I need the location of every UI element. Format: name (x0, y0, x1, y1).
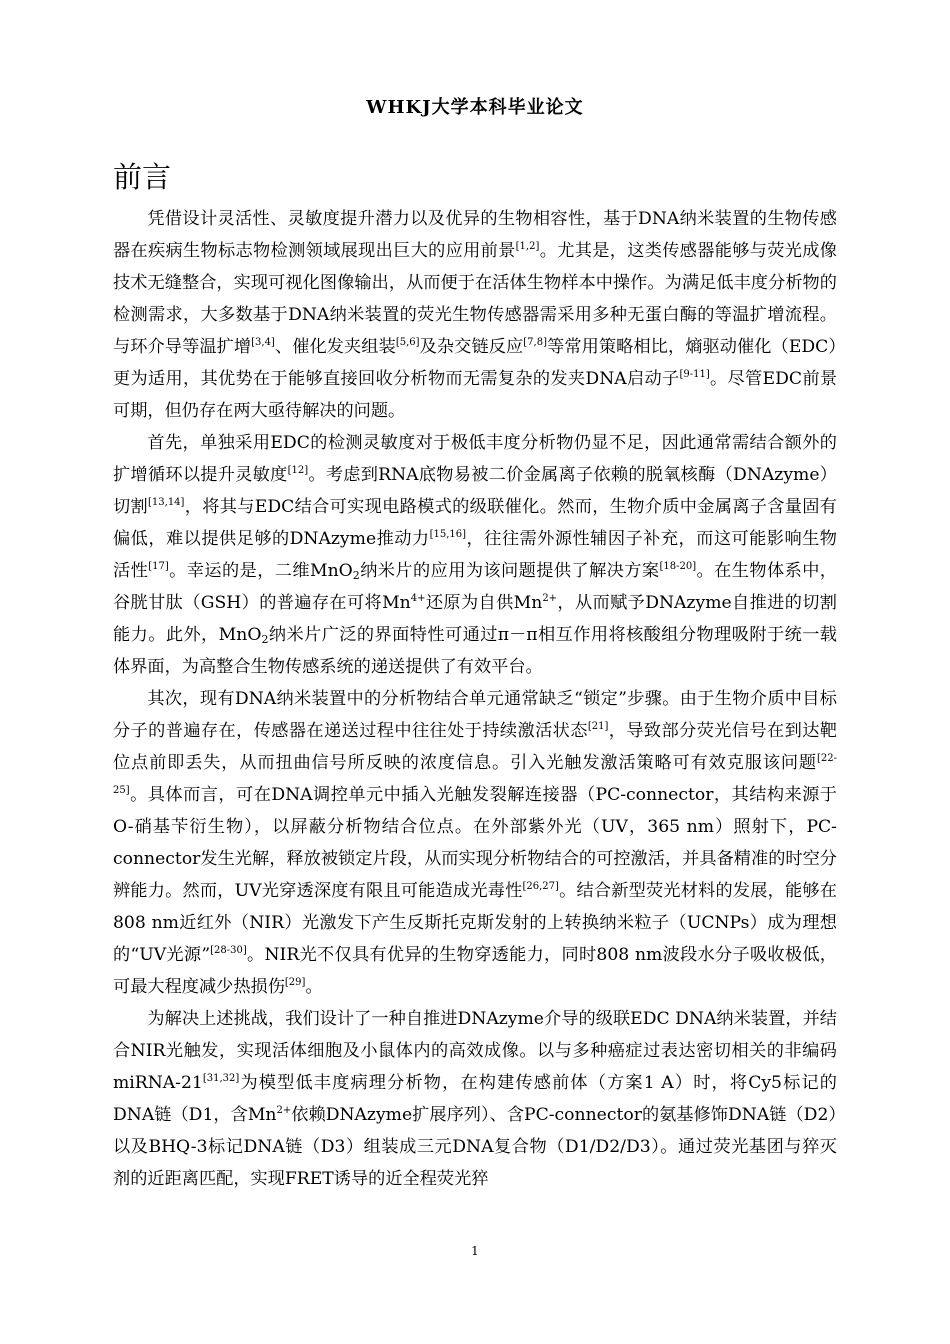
paragraph (113, 203, 837, 427)
text-run: 。考虑到RNA底物易被二价金属离子依赖的脱氧核酶（DNAzyme）切割 (113, 465, 837, 517)
citation-superscript: [5,6] (395, 337, 420, 348)
text-run: 。在生物体系中，谷胱甘肽（GSH）的普遍存在可将Mn (113, 561, 837, 613)
text-run: 纳米片的应用为该问题提供了解决方案 (359, 561, 660, 581)
paragraph (113, 1003, 837, 1195)
text-run: 为模型低丰度病理分析物，在构建传感前体（方案1 A）时，将Cy5标记的DNA链（D1，含Mn (113, 1073, 837, 1125)
text-run: 为解决上述挑战，我们设计了一种自推进DNAzyme介导的级联EDC DNA纳米装置，并结合NIR光触发，实现活体细胞及小鼠体内的高效成像。以与多种癌症过表达密切相关的非编码miRNA-21 (113, 1009, 837, 1093)
running-header: WHKJ大学本科毕业论文 (366, 97, 584, 118)
citation-superscript: [26,27] (522, 881, 559, 892)
citation-superscript: [31,32] (202, 1073, 240, 1084)
page-number: 1 (471, 1244, 479, 1258)
citation-superscript: [1,2] (515, 241, 540, 252)
citation-superscript: [15,16] (429, 529, 467, 540)
subscript: 2 (261, 633, 269, 646)
section-title: 前言 (113, 160, 172, 194)
text-run: 。具体而言，可在DNA调控单元中插入光触发裂解连接器（PC-connector，其结构来源于O-硝基苄衍生物），以屏蔽分析物结合位点。在外部紫外光（UV，365 nm）照射下，PC-connector发生光解，释放被锁定片段，从而实现分析物结合的可控激活，并具备精准的时空分辨能力。然而，UV光穿透深度有限且可能造成光毒性 (113, 785, 837, 901)
text-run: 。 (305, 977, 323, 997)
text-run: ，导致部分荧光信号在到达靶位点前即丢失，从而扭曲信号所反映的浓度信息。引入光触发激活策略可有效克服该问题 (113, 721, 837, 773)
text-run: 还原为自供Mn (425, 593, 543, 613)
body-text (113, 203, 837, 1195)
text-run: ，往往需外源性辅因子补充，而这可能影响生物活性 (113, 529, 837, 581)
citation-superscript: [7,8] (523, 337, 547, 348)
citation-superscript: [3,4] (251, 337, 275, 348)
text-run: 其次，现有DNA纳米装置中的分析物结合单元通常缺乏“锁定”步骤。由于生物介质中目标分子的普遍存在，传感器在递送过程中往往处于持续激活状态 (113, 689, 837, 741)
text-run: 凭借设计灵活性、灵敏度提升潜力以及优异的生物相容性，基于DNA纳米装置的生物传感器在疾病生物标志物检测领域展现出巨大的应用前景 (113, 209, 837, 261)
text-run: ，从而赋予DNAzyme自推进的切割能力。此外，MnO (113, 593, 837, 645)
text-run: 。尤其是，这类传感器能够与荧光成像技术无缝整合，实现可视化图像输出，从而便于在活体生物样本中操作。为满足低丰度分析物的检测需求，大多数基于DNA纳米装置的荧光生物传感器需采用多种无蛋白酶的等温扩增流程。与环介导等温扩增 (113, 241, 837, 357)
text-run: 。幸运的是，二维MnO (168, 561, 353, 581)
citation-superscript: [9-11] (679, 369, 710, 380)
paragraph (113, 683, 837, 1003)
citation-superscript: [22-25] (113, 753, 837, 796)
subscript: 2 (352, 569, 360, 582)
citation-superscript: [17] (148, 561, 169, 572)
citation-superscript: [18-20] (659, 561, 697, 572)
citation-superscript: [29] (284, 977, 306, 988)
text-run: 。尽管EDC前景可期，但仍存在两大亟待解决的问题。 (113, 369, 838, 421)
text-run: 等常用策略相比，熵驱动催化（EDC）更为适用，其优势在于能够直接回收分析物而无需复杂的发夹DNA启动子 (113, 337, 837, 389)
citation-superscript: [21] (587, 721, 609, 732)
text-run: 依赖DNAzyme扩展序列）、含PC-connector的氨基修饰DNA链（D2）以及BHQ-3标记DNA链（D3）组装成三元DNA复合物（D1/D2/D3）。通过荧光基团与猝灭剂的近距离匹配，实现FRET诱导的近全程荧光猝 (113, 1105, 837, 1189)
text-run: 及杂交链反应 (419, 337, 524, 357)
citation-superscript: [13,14] (148, 497, 185, 508)
citation-superscript: [12] (287, 465, 309, 476)
text-run: 。结合新型荧光材料的发展，能够在808 nm近红外（NIR）光激发下产生反斯托克斯发射的上转换纳米粒子（UCNPs）成为理想的“UV光源” (113, 881, 837, 965)
text-run: 纳米片广泛的界面特性可通过π－π相互作用将核酸组分物理吸附于统一载体界面，为高整合生物传感系统的递送提供了有效平台。 (113, 625, 837, 677)
citation-superscript: 2+ (542, 593, 558, 604)
citation-superscript: 4+ (410, 593, 426, 604)
paragraph (113, 427, 837, 683)
text-run: 、催化发夹组装 (274, 337, 396, 357)
text-run: 首先，单独采用EDC的检测灵敏度对于极低丰度分析物仍显不足，因此通常需结合额外的扩增循环以提升灵敏度 (113, 433, 837, 485)
text-run: 。NIR光不仅具有优异的生物穿透能力，同时808 nm波段水分子吸收极低，可最大程度减少热损伤 (113, 945, 837, 997)
citation-superscript: [28-30] (210, 945, 247, 956)
citation-superscript: 2+ (276, 1105, 292, 1116)
text-run: ，将其与EDC结合可实现电路模式的级联催化。然而，生物介质中金属离子含量固有偏低，难以提供足够的DNAzyme推动力 (113, 497, 837, 549)
